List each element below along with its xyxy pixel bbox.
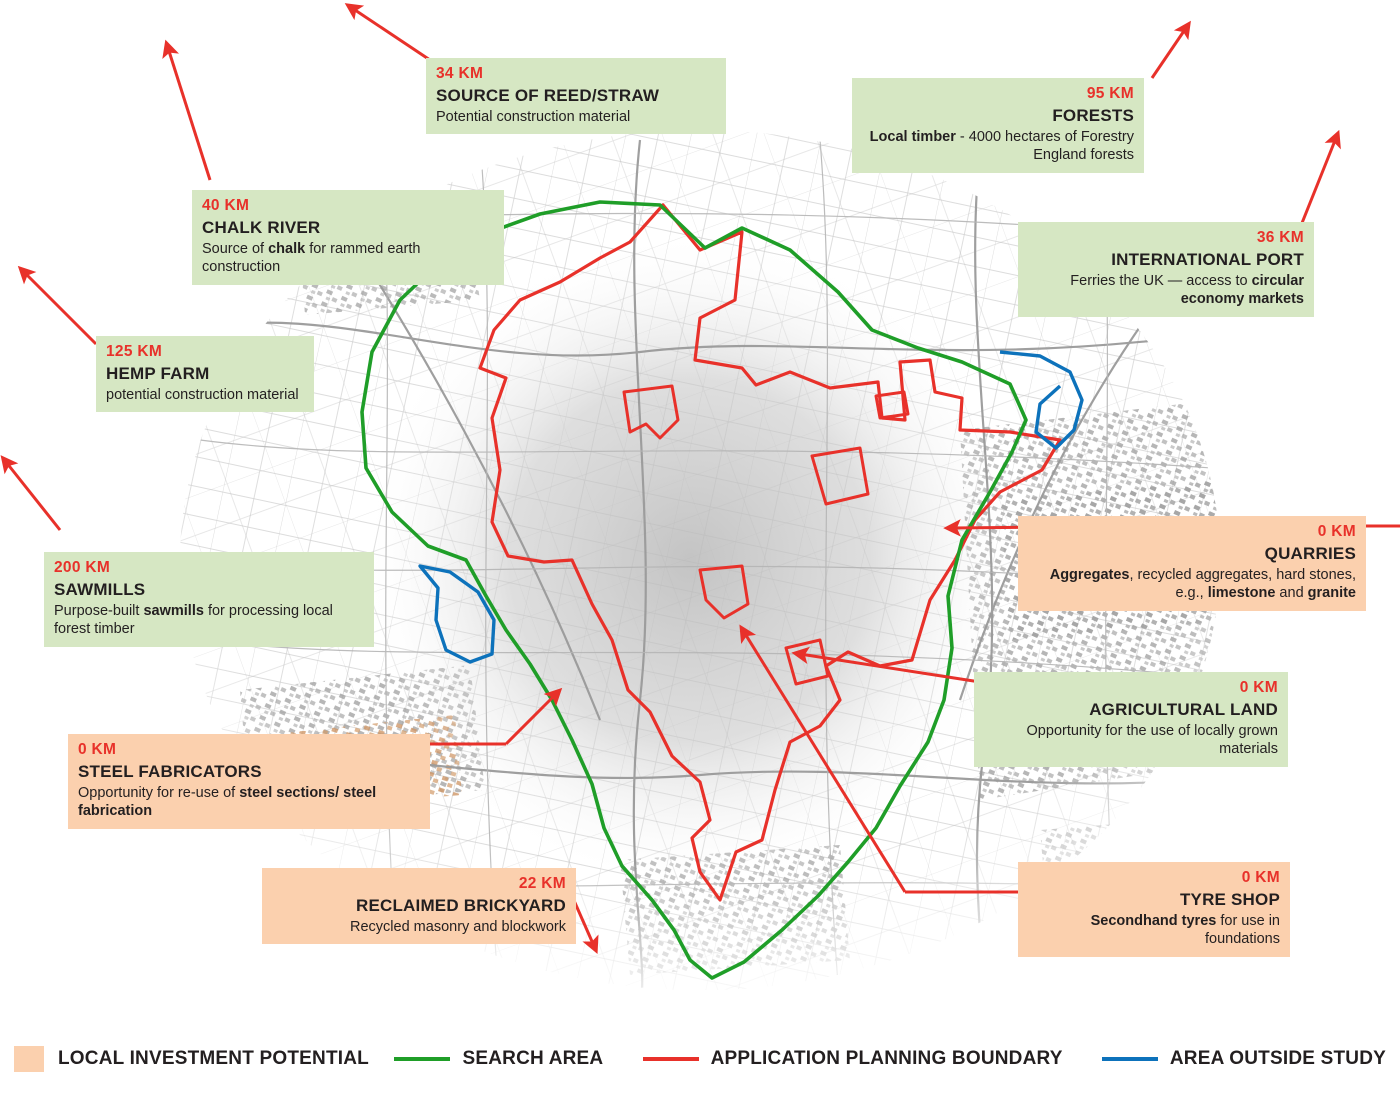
callout-title: TYRE SHOP: [1179, 889, 1280, 909]
green-line-icon: [394, 1057, 450, 1061]
arrow-hemp-farm: [24, 272, 96, 344]
callout-sawmills: [44, 552, 374, 647]
callout-km: 40 KM: [202, 197, 250, 214]
arrow-sawmills: [6, 462, 60, 530]
callout-desc: Opportunity for the use of locally grown materials: [1026, 722, 1278, 758]
callout-km: 22 KM: [518, 875, 566, 892]
callout-km: 0 KM: [78, 741, 117, 758]
callout-title: FORESTS: [1052, 105, 1134, 125]
callout-km: 125 KM: [106, 343, 163, 360]
arrow-chalk-river: [168, 48, 210, 180]
arrow-reed-straw: [352, 8, 430, 60]
callout-hemp-farm: [96, 336, 314, 412]
callout-title: INTERNATIONAL PORT: [1111, 249, 1304, 269]
callout-desc: Ferries the UK — access to circular economy markets: [1070, 272, 1304, 308]
legend-label: LOCAL INVESTMENT POTENTIAL: [58, 1047, 369, 1069]
callout-desc: Aggregates, recycled aggregates, hard stones, e.g., limestone and granite: [1049, 566, 1356, 602]
callout-desc: Potential construction material: [436, 108, 631, 125]
callout-title: RECLAIMED BRICKYARD: [355, 895, 566, 915]
callout-km: 95 KM: [1086, 85, 1134, 102]
callout-title: HEMP FARM: [106, 363, 210, 383]
callout-desc: Purpose-built sawmills for processing local forest timber: [54, 602, 333, 638]
callout-quarries: [1018, 516, 1366, 611]
legend-item-local-investment-potential: [14, 1046, 369, 1072]
callout-agricultural-land: [974, 672, 1288, 767]
callout-title: AGRICULTURAL LAND: [1089, 699, 1278, 719]
callout-reclaimed-brickyard: [262, 868, 576, 944]
callout-chalk-river: [192, 190, 504, 285]
callout-km: 0 KM: [1239, 679, 1278, 696]
orange-swatch-icon: [14, 1046, 44, 1072]
legend-item-search-area: [394, 1048, 603, 1070]
callout-title: QUARRIES: [1264, 543, 1356, 563]
legend: [0, 1022, 1400, 1095]
callout-desc: Source of chalk for rammed earth construction: [202, 240, 421, 276]
callout-title: CHALK RIVER: [202, 217, 321, 237]
callout-title: STEEL FABRICATORS: [78, 761, 262, 781]
blue-line-icon: [1102, 1057, 1158, 1061]
legend-label: SEARCH AREA: [462, 1047, 604, 1069]
callout-reed-straw: [426, 58, 726, 134]
callout-international-port: [1018, 222, 1314, 317]
legend-item-area-outside-study: [1102, 1048, 1386, 1070]
legend-item-application-planning-boundary: [643, 1048, 1063, 1070]
red-line-icon: [643, 1057, 699, 1061]
legend-label: AREA OUTSIDE STUDY: [1169, 1047, 1386, 1069]
arrow-international-port: [1300, 138, 1336, 228]
callout-forests: [852, 78, 1144, 173]
callout-steel-fabricators: [68, 734, 430, 829]
callout-km: 0 KM: [1317, 523, 1356, 540]
callout-desc: Opportunity for re-use of steel sections/ steel fabrication: [78, 784, 377, 820]
callout-title: SAWMILLS: [54, 579, 146, 599]
callout-desc: Secondhand tyres for use in foundations: [1090, 912, 1280, 948]
callout-km: 0 KM: [1241, 869, 1280, 886]
callout-desc: Local timber - 4000 hectares of Forestry England forests: [869, 128, 1134, 164]
legend-label: APPLICATION PLANNING BOUNDARY: [710, 1047, 1063, 1069]
callout-desc: Recycled masonry and blockwork: [350, 918, 566, 935]
callout-km: 34 KM: [436, 65, 484, 82]
callout-tyre-shop: [1018, 862, 1290, 957]
arrow-forests: [1152, 28, 1186, 78]
callout-km: 200 KM: [54, 559, 111, 576]
callout-km: 36 KM: [1256, 229, 1304, 246]
callout-desc: potential construction material: [106, 386, 299, 403]
callout-title: SOURCE OF REED/STRAW: [436, 85, 660, 105]
